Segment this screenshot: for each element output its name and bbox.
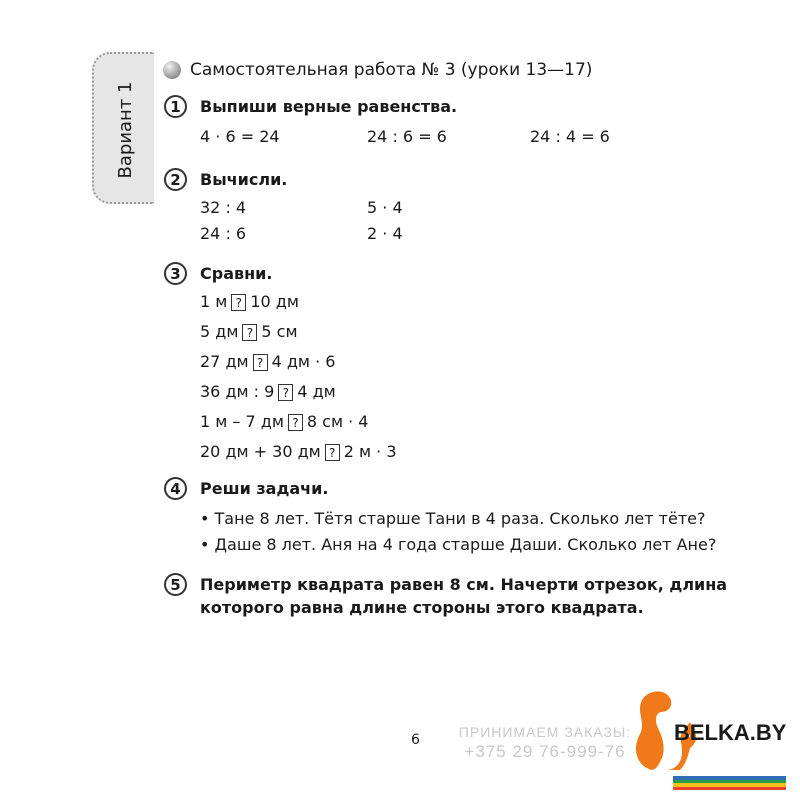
compare-row [200,442,397,461]
compare-row [200,412,368,431]
order-phone: +375 29 76-999-76 [464,742,626,761]
compare-right: 8 см · 4 [306,412,369,431]
task-4-heading: Реши задачи. [200,479,329,498]
task-3-heading: Сравни. [200,264,273,283]
compare-left: 36 дм : 9 [200,382,275,401]
compare-box: ? [278,384,293,401]
compare-left: 1 м – 7 дм [200,412,284,431]
compare-left: 20 дм + 30 дм [200,442,321,461]
brand-name: BELKA.BY [674,720,787,745]
page-number: 6 [411,732,420,748]
compare-box: ? [288,414,303,431]
task-5-text-line: которого равна длине стороны этого квадрата. [200,598,644,617]
task-2-item: 24 : 6 [200,224,247,243]
task-2-item: 2 · 4 [367,224,403,243]
compare-row [200,352,335,371]
bullet-ball-icon [163,61,181,79]
compare-left: 1 м [200,292,228,311]
order-watermark [445,724,645,762]
compare-box: ? [325,444,340,461]
task-number-1: 1 [164,95,187,118]
compare-row [200,382,336,401]
compare-right: 2 м · 3 [343,442,397,461]
task-4-problem: • Тане 8 лет. Тётя старше Тани в 4 раза. Сколько лет тёте? [200,509,706,528]
compare-right: 5 см [261,322,298,341]
brand-stripe [673,776,786,790]
variant-label: Вариант 1 [114,81,136,179]
variant-tab [92,52,154,204]
compare-right: 4 дм · 6 [271,352,336,371]
task-number-2: 2 [164,168,187,191]
task-4-problem: • Даше 8 лет. Аня на 4 года старше Даши. Сколько лет Ане? [200,535,717,554]
task-1-heading: Выпиши верные равенства. [200,97,458,116]
compare-box: ? [242,324,257,341]
task-2-heading: Вычисли. [200,170,288,189]
task-1-item: 4 · 6 = 24 [200,127,280,146]
task-number-3: 3 [164,262,187,285]
compare-box: ? [231,294,246,311]
task-1-item: 24 : 4 = 6 [530,127,610,146]
task-number-5: 5 [164,573,187,596]
task-5-text-line: Периметр квадрата равен 8 см. Начерти отрезок, длина [200,575,728,594]
compare-row [200,292,299,311]
task-1-item: 24 : 6 = 6 [367,127,447,146]
task-number-4: 4 [164,477,187,500]
compare-box: ? [253,354,268,371]
task-2-item: 32 : 4 [200,198,247,217]
compare-left: 27 дм [200,352,249,371]
compare-row [200,322,298,341]
work-title-row [163,60,592,80]
order-label: ПРИНИМАЕМ ЗАКАЗЫ: [458,724,632,740]
work-title: Самостоятельная работа № 3 (уроки 13—17) [190,60,593,80]
task-2-item: 5 · 4 [367,198,403,217]
compare-right: 4 дм [297,382,336,401]
compare-left: 5 дм [200,322,239,341]
compare-right: 10 дм [250,292,299,311]
